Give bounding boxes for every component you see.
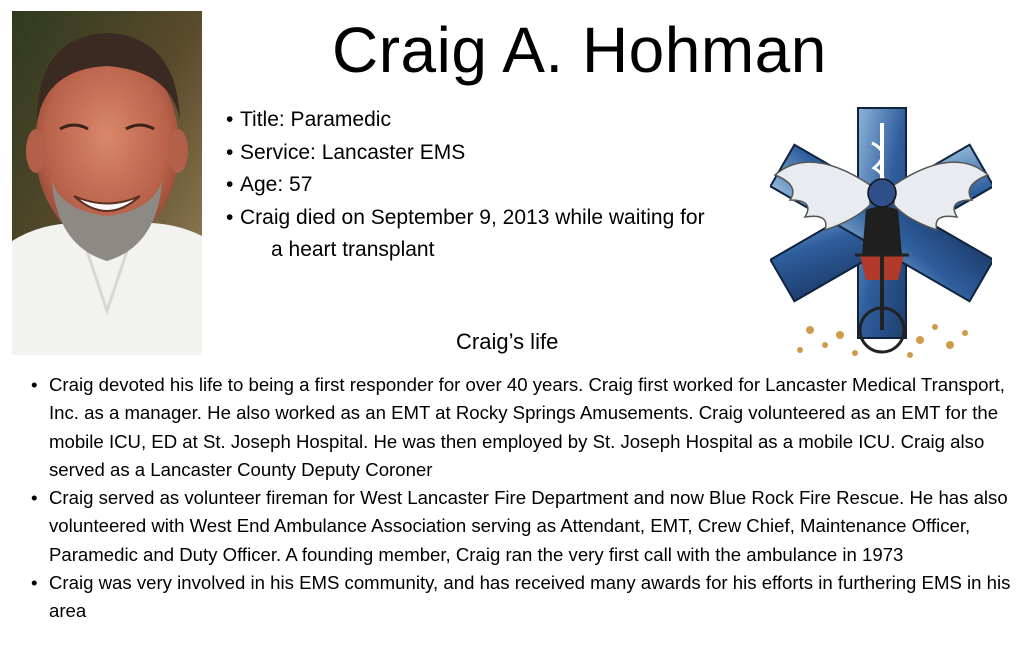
life-item-text: Craig served as volunteer fireman for West Lancaster Fire Department and now Blue Rock Fire Rescue. He has also volunteered with West End Ambulance Association serving as Attendant, EMT, Crew Chief, Maintenance Officer, Paramedic and Duty Officer. A founding member, Craig ran the very first call with the ambulance in 1973 xyxy=(49,487,1008,565)
facts-list xyxy=(226,104,786,267)
life-item-text: Craig was very involved in his EMS community, and has received many awards for his efforts in furthering EMS in his area xyxy=(49,572,1011,622)
fact-service xyxy=(226,137,786,170)
bullet: • xyxy=(31,487,38,509)
bullet: • xyxy=(226,205,234,229)
bullet: • xyxy=(226,140,234,164)
life-item xyxy=(31,484,1021,569)
fact-age xyxy=(226,169,786,202)
life-item xyxy=(31,569,1021,626)
winged-cyclist-illustration xyxy=(770,105,992,363)
fact-line-1: Craig died on September 9, 2013 while waiting for xyxy=(240,205,705,229)
bullet: • xyxy=(226,173,234,196)
fact-line-2: a heart transplant xyxy=(271,238,435,261)
fact-title xyxy=(226,104,786,137)
life-item-text: Craig devoted his life to being a first responder for over 40 years. Craig first worked for Lancaster Medical Transport, Inc. as a manager. He also worked as an EMT at Rocky Springs Amusements. Craig volunteered as an EMT for the mobile ICU, ED at St. Joseph Hospital. He was then employed by St. Joseph Hospital as a mobile ICU. Craig also served as a Lancaster County Deputy Coroner xyxy=(49,374,1005,480)
fact-label: Age: 57 xyxy=(240,173,313,196)
life-item xyxy=(31,371,1021,484)
bullet: • xyxy=(31,572,38,594)
life-details-list xyxy=(31,371,1021,626)
fact-label: Title: Paramedic xyxy=(240,108,391,131)
section-title: Craig’s life xyxy=(456,329,559,354)
page-title: Craig A. Hohman xyxy=(332,14,827,86)
portrait-image xyxy=(12,11,202,355)
bullet: • xyxy=(31,374,38,395)
bullet: • xyxy=(226,108,234,131)
portrait-photo xyxy=(12,11,202,355)
fact-death xyxy=(226,202,770,267)
star-of-life-emblem xyxy=(770,105,992,363)
fact-label: Service: Lancaster EMS xyxy=(240,140,466,164)
